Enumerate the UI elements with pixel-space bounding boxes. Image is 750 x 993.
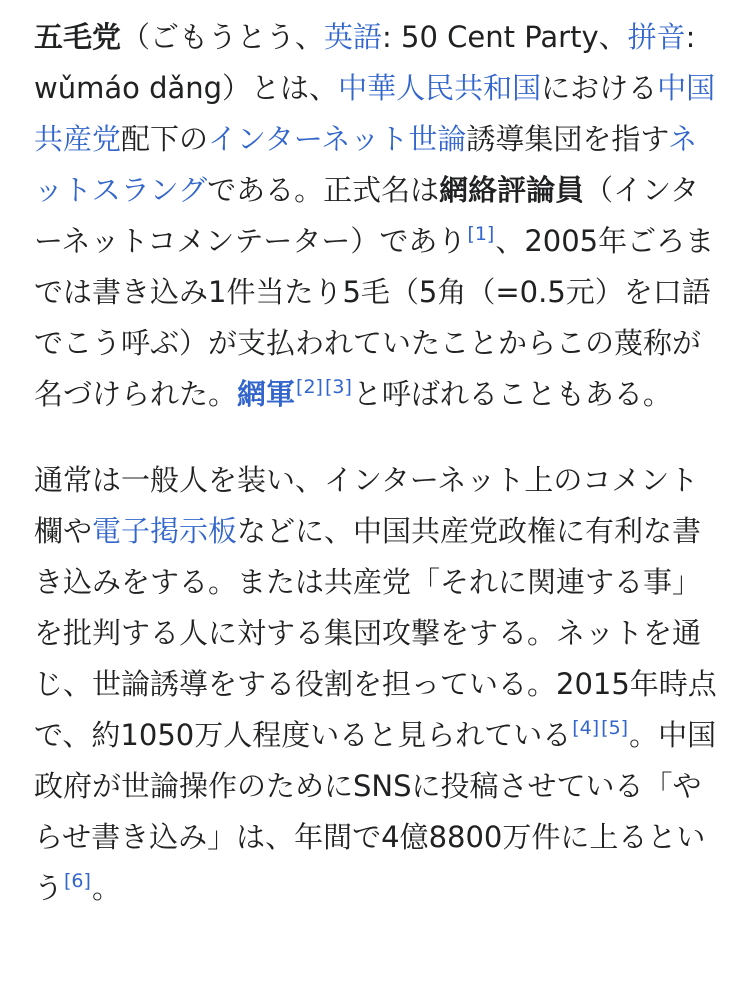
link-english[interactable]: 英語: [324, 20, 383, 54]
link-alt-name[interactable]: [237, 377, 295, 411]
reference-link[interactable]: [5]: [601, 717, 629, 739]
reference-link[interactable]: [6]: [64, 870, 91, 892]
text-segment: 。: [91, 871, 121, 905]
reference-link[interactable]: [1]: [467, 223, 495, 245]
link-ccp[interactable]: 中国共産党: [34, 71, 716, 156]
text-segment: における: [541, 71, 658, 105]
link-internet-opinion[interactable]: インターネット世論: [208, 122, 467, 156]
reference-link[interactable]: [2]: [296, 376, 323, 398]
article-title-term: 五毛党: [34, 20, 122, 54]
link-bbs[interactable]: 電子掲示板: [92, 514, 238, 548]
link-net-slang[interactable]: ネットスラング: [34, 122, 698, 207]
text-segment: などに、中国共産党政権に有利な書き込みをする。または共産党「それに関連する事」を批判する人に対する集団攻撃をする。ネットを通じ、世論誘導をする役割を担っている。2015年時点で、約1050万人程度いると見られている: [34, 514, 717, 752]
text-segment: : wǔmáo dǎng）とは、: [34, 20, 696, 105]
reference-2[interactable]: [296, 376, 323, 398]
reference-link[interactable]: [3]: [324, 376, 352, 398]
reference-3[interactable]: [325, 376, 352, 398]
text-segment: （インターネットコメンテーター）であり: [34, 173, 700, 258]
text-segment: である。正式名は: [207, 173, 440, 207]
link-prc[interactable]: 中華人民共和国: [338, 71, 542, 105]
text-segment: 。中国政府が世論操作のためにSNSに投稿させている「やらせ書き込み」は、年間で4億8800万件に上るという: [34, 718, 717, 905]
text-segment: 、2005年ごろまでは書き込み1件当たり5毛（5角（=0.5元）を口語でこう呼ぶ）が支払われていたことからこの蔑称が名づけられた。: [34, 224, 715, 411]
reference-1[interactable]: [467, 223, 494, 245]
text-segment: 通常は一般人を装い、インターネット上のコメント欄や: [34, 463, 699, 548]
link-pinyin[interactable]: 拼音: [627, 20, 686, 54]
text-segment: 配下の: [121, 122, 209, 156]
official-name-term: 網絡評論員: [439, 173, 585, 207]
text-segment: : 50 Cent Party、: [382, 20, 628, 54]
text-segment: と呼ばれることもある。: [352, 377, 672, 411]
intro-paragraph: [34, 12, 724, 420]
reference-6[interactable]: [64, 870, 91, 892]
reference-link[interactable]: [4]: [572, 717, 600, 739]
reference-4[interactable]: [572, 717, 599, 739]
reference-5[interactable]: [601, 717, 628, 739]
description-paragraph: [34, 455, 724, 914]
text-segment: 誘導集団を指す: [466, 122, 669, 156]
article-body: [34, 12, 724, 914]
alt-name-term: 網軍: [237, 377, 296, 411]
text-segment: （ごもうとう、: [121, 20, 325, 54]
